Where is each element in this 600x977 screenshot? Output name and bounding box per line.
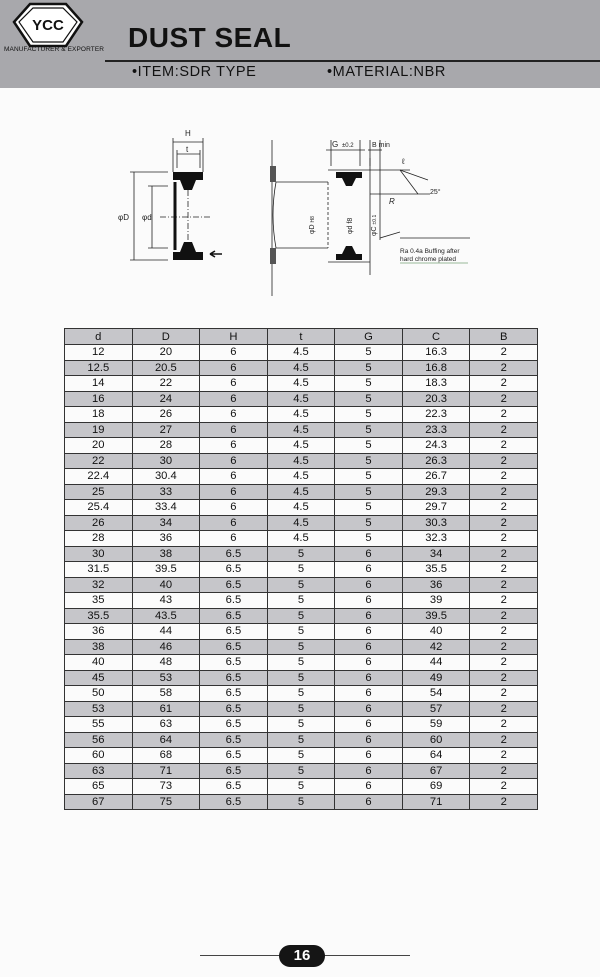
table-cell-d: 30 (65, 546, 133, 562)
label-l: ℓ (402, 157, 405, 166)
seal-profile (130, 138, 212, 260)
table-cell-B: 2 (470, 531, 538, 547)
table-cell-G: 6 (335, 562, 403, 578)
table-cell-t: 4.5 (267, 438, 335, 454)
label-R: R (389, 197, 395, 206)
table-cell-C: 57 (402, 701, 470, 717)
table-cell-d: 25 (65, 484, 133, 500)
table-cell-D: 73 (132, 779, 200, 795)
table-cell-D: 26 (132, 407, 200, 423)
table-cell-C: 32.3 (402, 531, 470, 547)
table-cell-d: 19 (65, 422, 133, 438)
table-cell-D: 43.5 (132, 608, 200, 624)
label-t: t (186, 145, 189, 154)
table-cell-C: 35.5 (402, 562, 470, 578)
table-cell-t: 4.5 (267, 531, 335, 547)
table-cell-C: 16.3 (402, 345, 470, 361)
table-cell-D: 61 (132, 701, 200, 717)
table-cell-d: 65 (65, 779, 133, 795)
table-cell-t: 5 (267, 794, 335, 810)
table-cell-D: 27 (132, 422, 200, 438)
table-cell-H: 6.5 (200, 794, 268, 810)
table-cell-G: 5 (335, 407, 403, 423)
table-cell-B: 2 (470, 391, 538, 407)
table-cell-H: 6.5 (200, 701, 268, 717)
table-cell-H: 6 (200, 469, 268, 485)
table-row (65, 624, 538, 640)
table-row (65, 562, 538, 578)
table-cell-t: 5 (267, 763, 335, 779)
table-cell-t: 4.5 (267, 360, 335, 376)
table-row (65, 748, 538, 764)
table-cell-d: 35 (65, 593, 133, 609)
table-cell-d: 32 (65, 577, 133, 593)
table-row (65, 531, 538, 547)
table-cell-H: 6.5 (200, 624, 268, 640)
table-cell-d: 26 (65, 515, 133, 531)
table-cell-C: 64 (402, 748, 470, 764)
table-cell-t: 5 (267, 624, 335, 640)
table-cell-H: 6.5 (200, 577, 268, 593)
table-cell-C: 34 (402, 546, 470, 562)
table-cell-d: 12 (65, 345, 133, 361)
table-cell-B: 2 (470, 779, 538, 795)
table-cell-B: 2 (470, 608, 538, 624)
table-cell-D: 75 (132, 794, 200, 810)
table-cell-B: 2 (470, 701, 538, 717)
table-cell-t: 4.5 (267, 345, 335, 361)
table-row (65, 593, 538, 609)
table-row (65, 686, 538, 702)
page-header (0, 0, 600, 88)
installation-profile (272, 140, 470, 296)
table-cell-D: 71 (132, 763, 200, 779)
logo-text: YCC (32, 17, 64, 34)
housing-hatch-bottom (270, 248, 276, 264)
table-cell-t: 5 (267, 546, 335, 562)
table-cell-H: 6.5 (200, 608, 268, 624)
table-cell-D: 48 (132, 655, 200, 671)
table-cell-t: 5 (267, 748, 335, 764)
table-cell-d: 20 (65, 438, 133, 454)
table-cell-C: 60 (402, 732, 470, 748)
table-row (65, 407, 538, 423)
table-cell-t: 4.5 (267, 515, 335, 531)
table-cell-G: 5 (335, 469, 403, 485)
table-cell-B: 2 (470, 407, 538, 423)
table-cell-d: 67 (65, 794, 133, 810)
table-cell-D: 53 (132, 670, 200, 686)
table-cell-d: 53 (65, 701, 133, 717)
table-cell-B: 2 (470, 453, 538, 469)
table-cell-G: 6 (335, 686, 403, 702)
table-cell-t: 4.5 (267, 422, 335, 438)
table-cell-G: 5 (335, 376, 403, 392)
table-row (65, 376, 538, 392)
table-cell-B: 2 (470, 345, 538, 361)
table-cell-t: 4.5 (267, 453, 335, 469)
table-cell-C: 29.7 (402, 500, 470, 516)
table-cell-H: 6.5 (200, 748, 268, 764)
table-cell-B: 2 (470, 562, 538, 578)
table-cell-D: 68 (132, 748, 200, 764)
label-angle: 25° (430, 189, 441, 196)
table-cell-C: 71 (402, 794, 470, 810)
table-cell-B: 2 (470, 546, 538, 562)
table-cell-d: 22 (65, 453, 133, 469)
table-row (65, 345, 538, 361)
table-cell-G: 6 (335, 732, 403, 748)
table-cell-H: 6.5 (200, 562, 268, 578)
table-row (65, 577, 538, 593)
table-cell-D: 43 (132, 593, 200, 609)
table-cell-B: 2 (470, 794, 538, 810)
table-cell-B: 2 (470, 577, 538, 593)
table-cell-t: 4.5 (267, 469, 335, 485)
table-cell-B: 2 (470, 422, 538, 438)
table-row (65, 469, 538, 485)
table-cell-B: 2 (470, 515, 538, 531)
col-header-B: B (470, 329, 538, 345)
table-cell-G: 6 (335, 546, 403, 562)
table-cell-G: 6 (335, 701, 403, 717)
table-cell-C: 39.5 (402, 608, 470, 624)
table-cell-H: 6 (200, 531, 268, 547)
table-cell-t: 5 (267, 732, 335, 748)
table-cell-H: 6 (200, 360, 268, 376)
table-cell-C: 40 (402, 624, 470, 640)
table-cell-d: 31.5 (65, 562, 133, 578)
table-cell-G: 6 (335, 670, 403, 686)
label-Bmin: B min (372, 142, 390, 149)
table-cell-C: 18.3 (402, 376, 470, 392)
table-cell-G: 5 (335, 422, 403, 438)
table-cell-H: 6.5 (200, 639, 268, 655)
table-cell-D: 46 (132, 639, 200, 655)
table-cell-t: 5 (267, 562, 335, 578)
page-number-badge (279, 945, 325, 967)
table-cell-t: 5 (267, 701, 335, 717)
table-cell-C: 59 (402, 717, 470, 733)
table-cell-H: 6 (200, 438, 268, 454)
table-cell-D: 20.5 (132, 360, 200, 376)
material-type: •MATERIAL:NBR (327, 64, 446, 80)
table-cell-d: 25.4 (65, 500, 133, 516)
table-cell-C: 23.3 (402, 422, 470, 438)
table-cell-G: 6 (335, 717, 403, 733)
table-cell-D: 44 (132, 624, 200, 640)
table-cell-H: 6 (200, 422, 268, 438)
table-cell-H: 6.5 (200, 546, 268, 562)
table-cell-D: 40 (132, 577, 200, 593)
col-header-G: G (335, 329, 403, 345)
table-cell-B: 2 (470, 624, 538, 640)
table-cell-G: 6 (335, 608, 403, 624)
table-body (65, 345, 538, 810)
table-cell-H: 6.5 (200, 593, 268, 609)
table-cell-G: 5 (335, 484, 403, 500)
table-row (65, 732, 538, 748)
label-G: G (332, 140, 339, 149)
table-cell-t: 5 (267, 670, 335, 686)
table-cell-C: 44 (402, 655, 470, 671)
table-cell-H: 6 (200, 407, 268, 423)
table-cell-B: 2 (470, 639, 538, 655)
table-cell-B: 2 (470, 670, 538, 686)
table-cell-G: 5 (335, 438, 403, 454)
table-cell-D: 36 (132, 531, 200, 547)
table-cell-B: 2 (470, 655, 538, 671)
table-cell-d: 55 (65, 717, 133, 733)
table-cell-B: 2 (470, 686, 538, 702)
svg-text:φD H8: φD H8 (309, 216, 316, 234)
table-cell-B: 2 (470, 717, 538, 733)
table-cell-d: 18 (65, 407, 133, 423)
table-cell-t: 4.5 (267, 391, 335, 407)
table-cell-t: 5 (267, 655, 335, 671)
arrow-icon (210, 251, 222, 257)
table-cell-G: 5 (335, 453, 403, 469)
installed-seal-bottom (336, 246, 362, 260)
table-cell-G: 6 (335, 794, 403, 810)
table-cell-B: 2 (470, 484, 538, 500)
table-row (65, 639, 538, 655)
table-cell-G: 5 (335, 500, 403, 516)
table-cell-G: 6 (335, 624, 403, 640)
table-cell-t: 5 (267, 717, 335, 733)
table-cell-D: 39.5 (132, 562, 200, 578)
table-row (65, 763, 538, 779)
svg-text:φC ±0.1: φC ±0.1 (371, 214, 378, 236)
table-row (65, 515, 538, 531)
table-cell-B: 2 (470, 748, 538, 764)
table-cell-d: 35.5 (65, 608, 133, 624)
table-cell-D: 30.4 (132, 469, 200, 485)
table-cell-d: 45 (65, 670, 133, 686)
table-cell-H: 6.5 (200, 717, 268, 733)
table-cell-d: 36 (65, 624, 133, 640)
label-phiD: φD (118, 213, 129, 222)
table-cell-H: 6.5 (200, 686, 268, 702)
table-row (65, 701, 538, 717)
table-cell-d: 63 (65, 763, 133, 779)
table-cell-D: 34 (132, 515, 200, 531)
table-cell-C: 29.3 (402, 484, 470, 500)
label-phid: φd (142, 213, 152, 222)
shaft-dimension-labels (309, 215, 378, 236)
table-cell-G: 6 (335, 655, 403, 671)
table-cell-t: 4.5 (267, 376, 335, 392)
table-cell-C: 20.3 (402, 391, 470, 407)
table-cell-d: 14 (65, 376, 133, 392)
table-row (65, 655, 538, 671)
table-cell-D: 33.4 (132, 500, 200, 516)
table-cell-B: 2 (470, 376, 538, 392)
table-row (65, 717, 538, 733)
table-cell-C: 30.3 (402, 515, 470, 531)
table-cell-H: 6 (200, 453, 268, 469)
table-cell-D: 24 (132, 391, 200, 407)
table-row (65, 453, 538, 469)
table-cell-H: 6 (200, 376, 268, 392)
subtitle (132, 64, 532, 80)
table-cell-d: 22.4 (65, 469, 133, 485)
table-cell-D: 30 (132, 453, 200, 469)
table-row (65, 779, 538, 795)
table-cell-C: 42 (402, 639, 470, 655)
dimension-table (64, 328, 538, 810)
table-cell-C: 54 (402, 686, 470, 702)
table-cell-D: 28 (132, 438, 200, 454)
table-cell-B: 2 (470, 732, 538, 748)
item-type: •ITEM:SDR TYPE (132, 64, 257, 80)
table-cell-d: 40 (65, 655, 133, 671)
page-number: 16 (293, 947, 311, 964)
table-cell-B: 2 (470, 593, 538, 609)
table-row (65, 484, 538, 500)
housing-hatch-top (270, 166, 276, 182)
table-cell-C: 67 (402, 763, 470, 779)
table-cell-t: 5 (267, 779, 335, 795)
table-cell-G: 5 (335, 391, 403, 407)
table-cell-t: 4.5 (267, 484, 335, 500)
table-cell-D: 33 (132, 484, 200, 500)
table-cell-B: 2 (470, 469, 538, 485)
table-cell-d: 16 (65, 391, 133, 407)
table-row (65, 546, 538, 562)
table-row (65, 438, 538, 454)
table-cell-C: 49 (402, 670, 470, 686)
table-cell-H: 6.5 (200, 655, 268, 671)
table-cell-H: 6.5 (200, 779, 268, 795)
col-header-H: H (200, 329, 268, 345)
label-G-tol: ±0.2 (342, 143, 354, 149)
table-cell-G: 5 (335, 360, 403, 376)
table-cell-H: 6 (200, 391, 268, 407)
table-cell-D: 58 (132, 686, 200, 702)
table-cell-d: 12.5 (65, 360, 133, 376)
table-cell-C: 26.3 (402, 453, 470, 469)
table-cell-t: 4.5 (267, 500, 335, 516)
table-cell-C: 16.8 (402, 360, 470, 376)
table-cell-D: 22 (132, 376, 200, 392)
table-cell-d: 28 (65, 531, 133, 547)
title-divider (105, 60, 600, 62)
table-cell-t: 5 (267, 608, 335, 624)
table-cell-C: 39 (402, 593, 470, 609)
table-cell-C: 26.7 (402, 469, 470, 485)
table-cell-C: 36 (402, 577, 470, 593)
col-header-d: d (65, 329, 133, 345)
table-cell-G: 6 (335, 763, 403, 779)
table-cell-G: 6 (335, 593, 403, 609)
table-row (65, 391, 538, 407)
table-cell-H: 6 (200, 345, 268, 361)
table-cell-D: 38 (132, 546, 200, 562)
installed-seal-top (336, 172, 362, 186)
table-cell-d: 50 (65, 686, 133, 702)
table-cell-D: 63 (132, 717, 200, 733)
table-cell-G: 6 (335, 779, 403, 795)
col-header-t: t (267, 329, 335, 345)
table-cell-d: 56 (65, 732, 133, 748)
table-cell-d: 38 (65, 639, 133, 655)
table-cell-B: 2 (470, 500, 538, 516)
table-row (65, 360, 538, 376)
table-cell-G: 5 (335, 345, 403, 361)
table-cell-H: 6 (200, 515, 268, 531)
surface-note-line2: hard chrome plated (400, 256, 457, 263)
table-cell-H: 6 (200, 500, 268, 516)
page-title: DUST SEAL (128, 22, 292, 53)
table-cell-G: 6 (335, 577, 403, 593)
table-row (65, 794, 538, 810)
table-cell-D: 64 (132, 732, 200, 748)
seal-cross-section-drawing (100, 120, 500, 300)
table-cell-C: 69 (402, 779, 470, 795)
table-cell-t: 5 (267, 686, 335, 702)
table-row (65, 670, 538, 686)
table-cell-H: 6.5 (200, 732, 268, 748)
table-cell-t: 4.5 (267, 407, 335, 423)
col-header-D: D (132, 329, 200, 345)
table-cell-B: 2 (470, 438, 538, 454)
table-cell-B: 2 (470, 763, 538, 779)
logo-tagline: MANUFACTURER & EXPORTER (4, 46, 105, 53)
table-row (65, 422, 538, 438)
table-cell-B: 2 (470, 360, 538, 376)
table-cell-G: 5 (335, 515, 403, 531)
table-cell-t: 5 (267, 577, 335, 593)
svg-text:φd f8: φd f8 (347, 217, 354, 234)
label-H: H (185, 129, 191, 138)
table-cell-G: 6 (335, 639, 403, 655)
table-cell-C: 24.3 (402, 438, 470, 454)
table-cell-H: 6 (200, 484, 268, 500)
table-cell-D: 20 (132, 345, 200, 361)
table-cell-G: 6 (335, 748, 403, 764)
table-cell-d: 60 (65, 748, 133, 764)
surface-note-line1: Ra 0.4a Buffing after (400, 248, 460, 255)
seal-lip-bottom (173, 242, 203, 260)
table-header-row (65, 329, 538, 345)
col-header-C: C (402, 329, 470, 345)
table-cell-t: 5 (267, 639, 335, 655)
table-cell-t: 5 (267, 593, 335, 609)
seal-lip-top (173, 172, 203, 190)
table-cell-G: 5 (335, 531, 403, 547)
table-cell-H: 6.5 (200, 670, 268, 686)
table-row (65, 500, 538, 516)
table-row (65, 608, 538, 624)
table-cell-H: 6.5 (200, 763, 268, 779)
table-cell-C: 22.3 (402, 407, 470, 423)
